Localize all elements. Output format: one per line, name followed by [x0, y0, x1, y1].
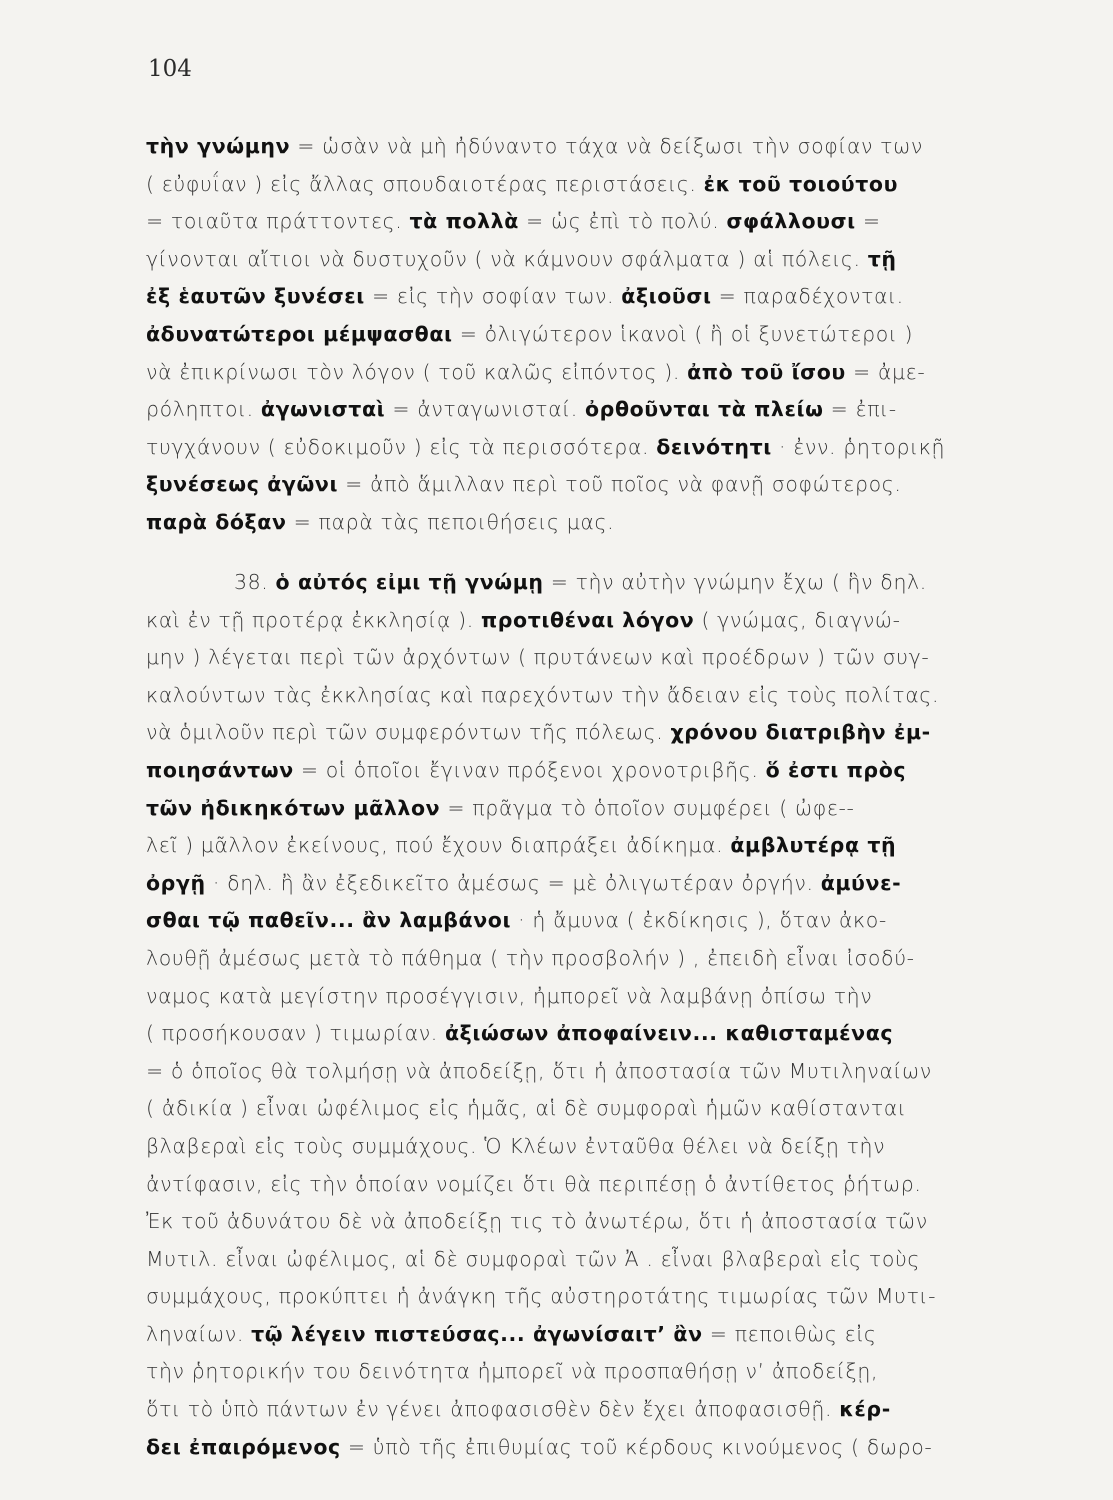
- text-line: [146, 1353, 1078, 1391]
- lemma-term: ἀδυνατώτεροι μέμψασθαι: [146, 321, 453, 346]
- gloss-text: · ἐνν. ῥητορικῇ: [771, 434, 946, 459]
- text-line: [146, 790, 1078, 828]
- gloss-text: = παραδέχονται.: [711, 284, 904, 309]
- gloss-text: ρόληπτοι.: [146, 397, 261, 422]
- gloss-text: ὅτι τὸ ὑπὸ πάντων ἐν γένει ἀποφασισθὲν δὲν ἔχει ἀποφασισθῇ.: [146, 1397, 840, 1422]
- text-line: [146, 504, 1078, 542]
- gloss-text: νὰ ἐπικρίνωσι τὸν λόγον ( τοῦ καλῶς εἰπόντος ).: [146, 359, 688, 384]
- lemma-term: προτιθέναι λόγον: [480, 607, 695, 632]
- lemma-term: ἀπὸ τοῦ ἴσου: [687, 359, 846, 384]
- lemma-term: τῷ λέγειν πιστεύσας... ἀγωνίσαιτ’ ἂν: [251, 1321, 703, 1346]
- gloss-text: ( ἀδικία ) εἶναι ὠφέλιμος εἰς ἡμᾶς, αἱ δὲ συμφοραὶ ἡμῶν καθίστανται: [146, 1096, 907, 1121]
- gloss-text: = εἰς τὴν σοφίαν των.: [364, 284, 622, 309]
- text-line: [146, 639, 1078, 677]
- gloss-text: = ὁ ὁποῖος θὰ τολμήσῃ νὰ ἀποδείξῃ, ὅτι ἡ ἀποστασία τῶν Μυτιληναίων: [146, 1058, 932, 1083]
- lemma-term: ἀξιοῦσι: [621, 284, 712, 309]
- lemma-term: ξυνέσεως ἀγῶνι: [146, 472, 339, 497]
- gloss-text: συμμάχους, προκύπτει ἡ ἀνάγκη τῆς αὐστηροτάτης τιμωρίας τῶν Μυτι-: [146, 1284, 937, 1309]
- text-line: [146, 677, 1078, 715]
- lemma-term: ὅ ἐστι πρὸς: [765, 757, 907, 782]
- lemma-term: τὰ πολλὰ: [409, 209, 519, 234]
- gloss-text: 38.: [234, 570, 276, 594]
- lemma-term: τῶν ἠδικηκότων μᾶλλον: [146, 795, 441, 820]
- text-line: [146, 1015, 1078, 1053]
- text-line: [146, 429, 1078, 467]
- lemma-term: δει ἐπαιρόμενος: [146, 1434, 341, 1459]
- text-line: [146, 391, 1078, 429]
- gloss-text: = ὡς ἐπὶ τὸ πολύ.: [518, 209, 727, 234]
- text-line: [146, 827, 1078, 865]
- text-line: [146, 278, 1078, 316]
- text-line: [146, 241, 1078, 279]
- text-line: [146, 1391, 1078, 1429]
- gloss-text: = ἀμε-: [845, 359, 926, 384]
- gloss-text: · ἡ ἄμυνα ( ἐκδίκησις ), ὅταν ἀκο-: [511, 908, 887, 933]
- gloss-text: = πρᾶγμα τὸ ὁποῖον συμφέρει ( ὠφε--: [440, 795, 855, 820]
- gloss-text: καὶ ἐν τῇ προτέρᾳ ἐκκλησίᾳ ).: [146, 607, 481, 632]
- gloss-text: λουθῇ ἀμέσως μετὰ τὸ πάθημα ( τὴν προσβολήν ) , ἐπειδὴ εἶναι ἰσοδύ-: [146, 945, 915, 970]
- commentary-paragraph-2: [146, 564, 1078, 1466]
- lemma-term: κέρ-: [839, 1397, 891, 1422]
- gloss-text: ἀντίφασιν, εἰς τὴν ὁποίαν νομίζει ὅτι θὰ περιπέσῃ ὁ ἀντίθετος ῥήτωρ.: [146, 1171, 922, 1196]
- lemma-term: ὁ αὐτός εἰμι τῇ γνώμῃ: [275, 570, 544, 594]
- gloss-text: ναμος κατὰ μεγίστην προσέγγισιν, ἠμπορεῖ νὰ λαμβάνῃ ὀπίσω τὴν: [146, 983, 873, 1008]
- text-line: [146, 1278, 1078, 1316]
- text-line: [146, 1053, 1078, 1091]
- gloss-text: = ὀλιγώτερον ἱκανοὶ ( ἢ οἱ ξυνετώτεροι ): [452, 321, 914, 346]
- lemma-term: ἐξ ἑαυτῶν ξυνέσει: [146, 284, 365, 309]
- lemma-term: ἀξιώσων ἀποφαίνειν... καθισταμένας: [445, 1021, 894, 1046]
- text-line: [146, 1241, 1078, 1279]
- text-line: [146, 1166, 1078, 1204]
- lemma-term: δεινότητι: [656, 434, 772, 459]
- gloss-text: · δηλ. ἢ ἂν ἐξεδικεῖτο ἀμέσως = μὲ ὀλιγωτέραν ὀργήν.: [205, 870, 821, 895]
- gloss-text: = τοιαῦτα πράττοντες.: [146, 209, 410, 234]
- gloss-text: ( γνώμας, διαγνώ-: [694, 607, 901, 632]
- lemma-term: παρὰ δόξαν: [146, 509, 287, 534]
- text-line: [146, 316, 1078, 354]
- commentary-paragraph-1: [146, 128, 1078, 542]
- text-line: [146, 902, 1078, 940]
- gloss-text: καλούντων τὰς ἐκκλησίας καὶ παρεχόντων τὴν ἄδειαν εἰς τοὺς πολίτας.: [146, 682, 940, 707]
- gloss-text: ληναίων.: [146, 1321, 252, 1346]
- text-line: [146, 1203, 1078, 1241]
- lemma-term: ἐκ τοῦ τοιούτου: [703, 171, 899, 196]
- lemma-term: σθαι τῷ παθεῖν... ἂν λαμβάνοι: [146, 908, 512, 933]
- text-line: [146, 466, 1078, 504]
- gloss-text: Ἐκ τοῦ ἀδυνάτου δὲ νὰ ἀποδείξῃ τις τὸ ἀνωτέρω, ὅτι ἡ ἀποστασία τῶν: [146, 1209, 928, 1234]
- text-line: [146, 940, 1078, 978]
- text-line: [146, 978, 1078, 1016]
- text-line: [146, 1429, 1078, 1467]
- text-line: [146, 166, 1078, 204]
- gloss-text: Μυτιλ. εἶναι ὠφέλιμος, αἱ δὲ συμφοραὶ τῶν Ἀ . εἶναι βλαβεραὶ εἰς τοὺς: [146, 1246, 921, 1271]
- lemma-term: ἀμβλυτέρᾳ τῇ: [730, 833, 897, 858]
- text-line: [146, 1316, 1078, 1354]
- lemma-term: τῇ: [867, 246, 897, 271]
- lemma-term: ὀρθοῦνται τὰ πλείω: [584, 397, 824, 422]
- gloss-text: = οἱ ὁποῖοι ἔγιναν πρόξενοι χρονοτριβῆς.: [293, 757, 766, 782]
- gloss-text: = ἀνταγωνισταί.: [385, 397, 585, 422]
- gloss-text: = ὡσὰν νὰ μὴ ἠδύναντο τάχα νὰ δείξωσι τὴν σοφίαν των: [290, 134, 923, 158]
- lemma-term: ὀργῇ: [146, 870, 206, 895]
- lemma-term: σφάλλουσι: [726, 209, 856, 234]
- lemma-term: ποιησάντων: [146, 757, 294, 782]
- gloss-text: = πεποιθὼς εἰς: [702, 1321, 877, 1346]
- gloss-text: = παρὰ τὰς πεποιθήσεις μας.: [286, 509, 615, 534]
- lemma-term: τὴν γνώμην: [146, 134, 291, 158]
- gloss-text: γίνονται αἴτιοι νὰ δυστυχοῦν ( νὰ κάμνουν σφάλματα ) αἱ πόλεις.: [146, 246, 868, 271]
- gloss-text: = ὑπὸ τῆς ἐπιθυμίας τοῦ κέρδους κινούμενος ( δωρο-: [340, 1434, 933, 1459]
- gloss-text: =: [855, 209, 881, 234]
- gloss-text: νὰ ὁμιλοῦν περὶ τῶν συμφερόντων τῆς πόλεως.: [146, 720, 671, 745]
- gloss-text: ( προσήκουσαν ) τιμωρίαν.: [146, 1021, 445, 1046]
- gloss-text: βλαβεραὶ εἰς τοὺς συμμάχους. Ὁ Κλέων ἐνταῦθα θέλει νὰ δείξῃ τὴν: [146, 1133, 886, 1158]
- gloss-text: ( εὐφυΐαν ) εἰς ἄλλας σπουδαιοτέρας περιστάσεις.: [146, 171, 704, 196]
- text-line: [146, 354, 1078, 392]
- gloss-text: μην ) λέγεται περὶ τῶν ἀρχόντων ( πρυτάνεων καὶ προέδρων ) τῶν συγ-: [146, 645, 930, 670]
- text-line: [146, 752, 1078, 790]
- page-number: 104: [148, 56, 192, 82]
- text-line: [146, 128, 1078, 166]
- text-line: [146, 602, 1078, 640]
- lemma-term: ἀγωνισταὶ: [260, 397, 386, 422]
- text-line: [146, 203, 1078, 241]
- gloss-text: τυγχάνουν ( εὐδοκιμοῦν ) εἰς τὰ περισσότερα.: [146, 434, 657, 459]
- text-line: [146, 564, 1078, 602]
- lemma-term: χρόνου διατριβὴν ἐμ-: [670, 720, 931, 745]
- text-line: [146, 1090, 1078, 1128]
- gloss-text: = ἐπι-: [823, 397, 897, 422]
- gloss-text: = ἀπὸ ἅμιλλαν περὶ τοῦ ποῖος νὰ φανῇ σοφώτερος.: [338, 472, 902, 497]
- text-line: [146, 714, 1078, 752]
- lemma-term: ἀμύνε-: [820, 870, 902, 895]
- gloss-text: λεῖ ) μᾶλλον ἐκείνους, πού ἔχουν διαπράξει ἀδίκημα.: [146, 833, 731, 858]
- gloss-text: τὴν ῥητορικήν του δεινότητα ἠμπορεῖ νὰ προσπαθήσῃ ν’ ἀποδείξῃ,: [146, 1359, 879, 1384]
- gloss-text: = τὴν αὐτὴν γνώμην ἔχω ( ἣν δηλ.: [543, 570, 927, 594]
- text-line: [146, 1128, 1078, 1166]
- text-line: [146, 865, 1078, 903]
